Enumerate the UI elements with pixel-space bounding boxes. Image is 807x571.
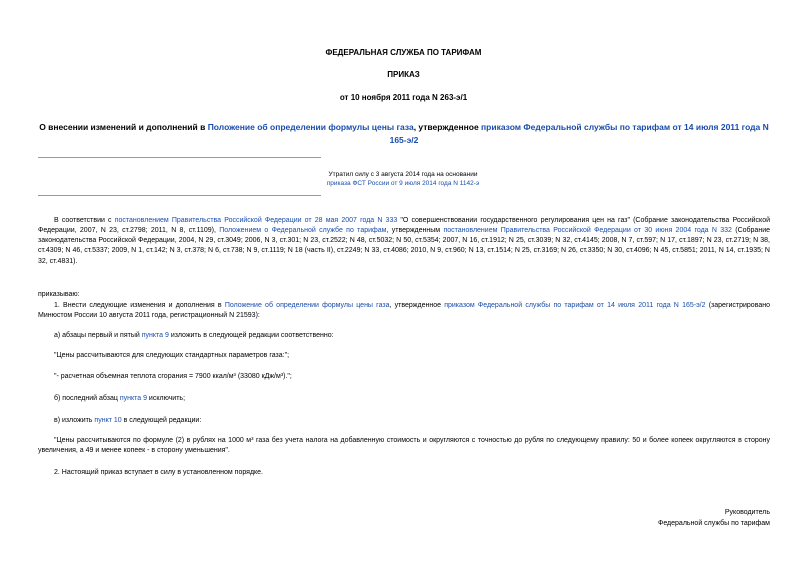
status-note	[180, 170, 626, 189]
intro-link-decree-332[interactable]: постановлением Правительства Российской Федерации от 30 июня 2004 года N 332	[443, 227, 732, 235]
intro-text: (Собрание законодательства Российской Федерации, 2004, N 29, ст.3049; 2006, N 3, ст.301; N 23, ст.2522; N 48, ст.5032; N 50, ст.5354; 2007, N 16, ст.1912; N 25, ст.3039; N 32, ст.4145; 2008, N 7, ст.597; N 17, ст.1897; N 23, ст.2719; N 38, ст.4309; N 46, ст.5337; 2009, N 1, ст.142; N 3, ст.378; N 6, ст.738; N 9, ст.1119; N 18 (часть II), ст.2249; N 33, ст.4086; 2010, N 9, ст.960; N 13, ст.1514; N 25, ст.3169; N 26, ст.3350; N 30, ст.4096; N 45, ст.5851; 2011, N 14, ст.1935; N 32, ст.4831).	[38, 227, 770, 265]
item-v-text: в следующей редакции:	[121, 417, 202, 424]
item-1-link-order[interactable]: приказом Федеральной службы по тарифам от 14 июля 2011 года N 165-э/2	[444, 302, 706, 309]
item-1-text: 1. Внести следующие изменения и дополнения в	[54, 302, 225, 309]
item-a-link-clause-9[interactable]: пункта 9	[141, 332, 169, 339]
quote-1: "Цены рассчитываются для следующих стандартных параметров газа:";	[54, 352, 290, 359]
status-note-link[interactable]: приказа ФСТ России от 9 июля 2014 года N 1142-э	[326, 180, 480, 188]
agency-heading: ФЕДЕРАЛЬНАЯ СЛУЖБА ПО ТАРИФАМ	[325, 48, 482, 57]
item-v-paragraph	[54, 416, 770, 426]
intro-link-decree-333[interactable]: постановлением Правительства Российской Федерации от 28 мая 2007 года N 333	[114, 217, 398, 224]
item-v-link-clause-10[interactable]: пункт 10	[94, 417, 122, 424]
item-b-text: б) последний абзац	[54, 395, 120, 402]
divider-top	[38, 157, 321, 158]
item-1-link-regulation[interactable]: Положение об определении формулы цены газа	[224, 302, 390, 309]
intro-link-fst-regulation[interactable]: Положением о Федеральной службе по тарифам	[219, 227, 387, 235]
signature-org: Федеральной службы по тарифам	[658, 520, 770, 527]
quote-3: "Цены рассчитываются по формуле (2) в рублях на 1000 м³ газа без учета налога на добавленную стоимость и округляются с точностью до рубля по следующему правилу: 50 и более копеек округляются в сторону увеличения, а 49 и менее копеек - в сторону уменьшения".	[38, 437, 770, 455]
item-a-text: изложить в следующей редакции соответственно:	[168, 332, 334, 339]
divider-bottom	[38, 195, 321, 196]
intro-text: В соответствии с	[54, 217, 115, 224]
title-link-order[interactable]: приказом Федеральной службы по тарифам от 14 июля 2011 года N 165-э/2	[389, 122, 769, 145]
item-b-paragraph	[54, 394, 770, 404]
item-b-text: исключить;	[146, 395, 186, 402]
intro-text: "О совершенствовании государственного регулирования цен на газ" (Собрание законодательства Российской Федерации, 2007, N 23, ст.2798; 2011, N 8, ст.1109),	[38, 217, 770, 235]
intro-paragraph	[38, 216, 770, 267]
order-word: приказываю:	[38, 291, 80, 298]
intro-text: , утвержденным	[386, 227, 444, 235]
item-1-text: (зарегистрировано Минюстом России 10 августа 2011 года, регистрационный N 21593):	[38, 302, 770, 320]
item-b-link-clause-9[interactable]: пункта 9	[119, 395, 147, 402]
title-text: О внесении изменений и дополнений в	[39, 122, 208, 132]
item-a-text: а) абзацы первый и пятый	[54, 332, 142, 339]
item-a-paragraph	[54, 331, 770, 341]
title-link-regulation[interactable]: Положение об определении формулы цены газа	[207, 122, 414, 132]
item-1-paragraph	[38, 301, 770, 321]
item-1-text: , утвержденное	[389, 302, 445, 309]
doc-date-number: от 10 ноября 2011 года N 263-э/1	[339, 93, 468, 102]
title-text: , утвержденное	[413, 122, 482, 132]
quote-2: "- расчетная объемная теплота сгорания = 7900 ккал/м³ (33080 кДж/м³).";	[54, 373, 292, 380]
status-note-text: Утратил силу с 3 августа 2014 года на основании	[328, 171, 478, 178]
doc-type-heading: ПРИКАЗ	[387, 70, 420, 79]
item-2-paragraph: 2. Настоящий приказ вступает в силу в установленном порядке.	[54, 469, 264, 476]
signature-role: Руководитель	[724, 509, 770, 516]
document-title	[38, 121, 770, 147]
item-v-text: в) изложить	[54, 417, 95, 424]
